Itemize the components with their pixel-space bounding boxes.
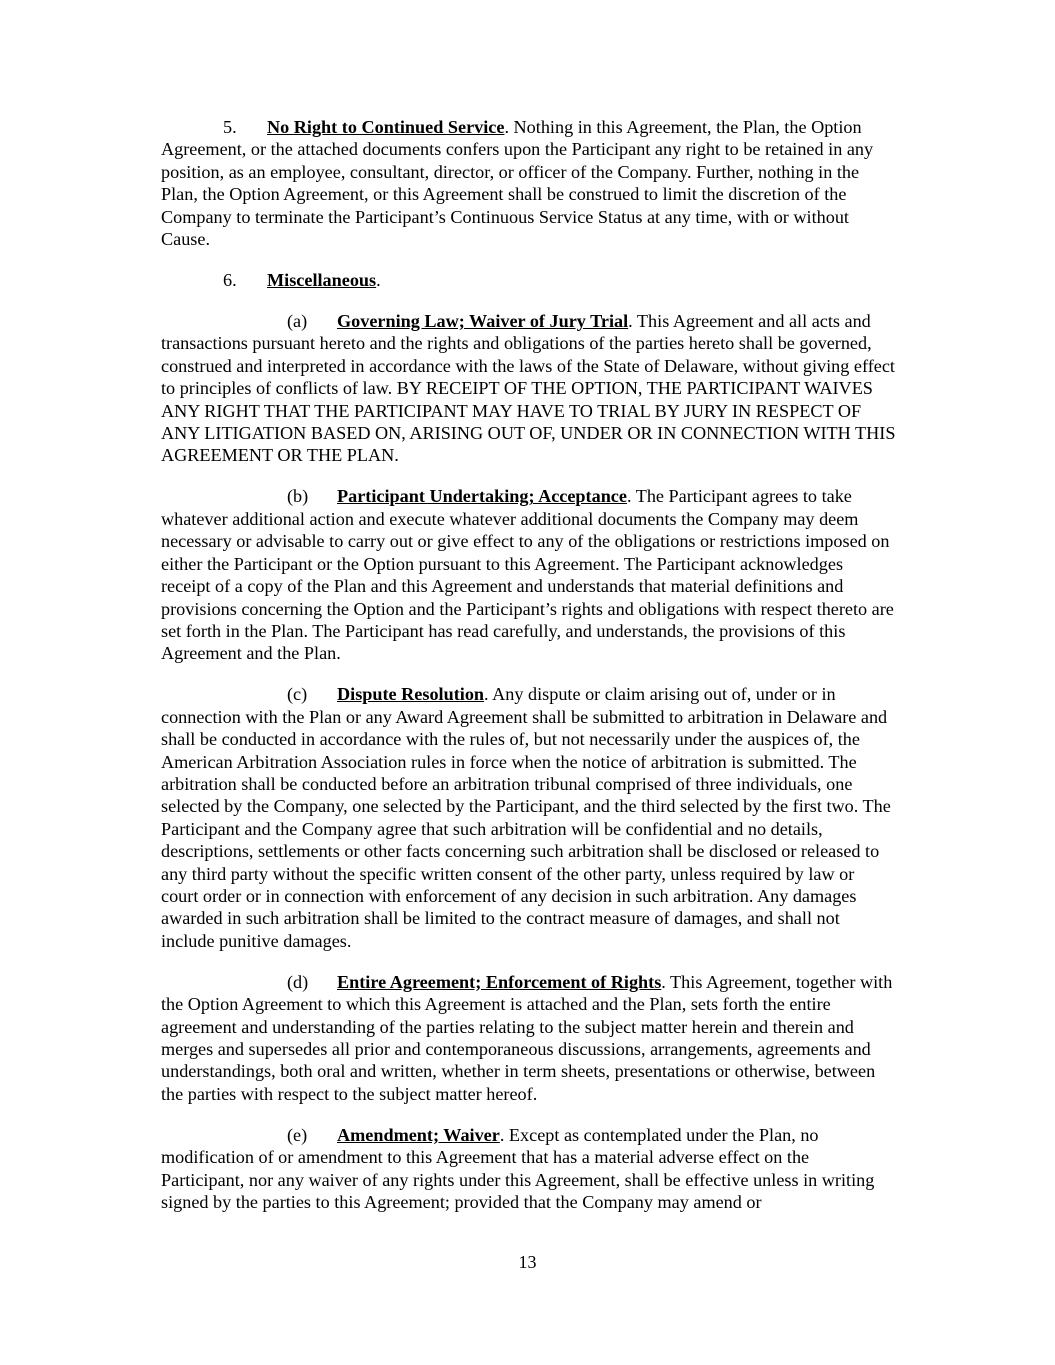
subsection-c-label: (c) [287,684,308,705]
subsection-d-label: (d) [287,971,309,992]
document-page [161,116,896,1232]
subsection-e-heading: Amendment; Waiver [337,1124,500,1145]
subsection-a-body: . This Agreement and all acts and transactions pursuant hereto and the rights and obligations of the parties hereto shall be governed, construed and interpreted in accordance with the laws of the State of Delaware, without giving effect to principles of conflicts of law. BY RECEIPT OF THE OPTION, THE PARTICIPANT WAIVES ANY RIGHT THAT THE PARTICIPANT MAY HAVE TO TRIAL BY JURY IN RESPECT OF ANY LITIGATION BASED ON, ARISING OUT OF, UNDER OR IN CONNECTION WITH THIS AGREEMENT OR THE PLAN. [161,311,896,466]
subsection-e-label: (e) [287,1124,308,1145]
subsection-c-body: . Any dispute or claim arising out of, under or in connection with the Plan or any Award Agreement shall be submitted to arbitration in Delaware and shall be conducted in accordance with the rules of, but not necessarily under the auspices of, the American Arbitration Association rules in force when the notice of arbitration is submitted. The arbitration shall be conducted before an arbitration tribunal comprised of three individuals, one selected by the Company, one selected by the Participant, and the third selected by the first two. The Participant and the Company agree that such arbitration will be confidential and no details, descriptions, settlements or other facts concerning such arbitration shall be disclosed or released to any third party without the specific written consent of the other party, unless required by law or court order or in connection with enforcement of any decision in such arbitration. Any damages awarded in such arbitration shall be limited to the contract measure of damages, and shall not include punitive damages. [161,684,891,951]
section-6-heading: Miscellaneous [267,270,377,291]
subsection-c-heading: Dispute Resolution [337,684,485,705]
page-number: 13 [518,1252,537,1272]
section-5-number: 5. [223,117,237,137]
section-6-number: 6. [223,270,237,291]
subsection-e-paragraph [161,1124,896,1214]
section-5-heading: No Right to Continued Service [267,117,505,137]
subsection-b-paragraph [161,485,896,664]
subsection-a-paragraph [161,310,896,467]
subsection-a-label: (a) [287,311,308,332]
section-5-paragraph [161,116,896,250]
subsection-d-heading: Entire Agreement; Enforcement of Rights [337,971,662,992]
subsection-e-body: . Except as contemplated under the Plan, no modification of or amendment to this Agreement that has a material adverse effect on the Participant, nor any waiver of any rights under this Agreement, shall be effective unless in writing signed by the parties to this Agreement; provided that the Company may amend or [161,1124,875,1213]
subsection-b-label: (b) [287,486,309,507]
subsection-c-paragraph [161,683,896,952]
subsection-d-body: . This Agreement, together with the Option Agreement to which this Agreement is attached and the Plan, sets forth the entire agreement and understanding of the parties relating to the subject matter herein and therein and merges and supersedes all prior and contemporaneous discussions, arrangements, agreements and understandings, both oral and written, whether in term sheets, presentations or otherwise, between the parties with respect to the subject matter hereof. [161,971,893,1104]
subsection-b-body: . The Participant agrees to take whatever additional action and execute whatever additional documents the Company may deem necessary or advisable to carry out or give effect to any of the obligations or restrictions imposed on either the Participant or the Option pursuant to this Agreement. The Participant acknowledges receipt of a copy of the Plan and this Agreement and understands that material definitions and provisions concerning the Option and the Participant’s rights and obligations with respect thereto are set forth in the Plan. The Participant has read carefully, and understands, the provisions of this Agreement and the Plan. [161,486,894,664]
subsection-d-paragraph [161,971,896,1105]
subsection-a-heading: Governing Law; Waiver of Jury Trial [337,311,629,332]
subsection-b-heading: Participant Undertaking; Acceptance [337,486,627,507]
section-6-body: . [376,270,381,291]
section-5-body: . Nothing in this Agreement, the Plan, the Option Agreement, or the attached documents confers upon the Participant any right to be retained in any position, as an employee, consultant, director, or officer of the Company. Further, nothing in the Plan, the Option Agreement, or this Agreement shall be construed to limit the discretion of the Company to terminate the Participant’s Continuous Service Status at any time, with or without Cause. [161,117,874,250]
section-6-paragraph [161,269,896,291]
